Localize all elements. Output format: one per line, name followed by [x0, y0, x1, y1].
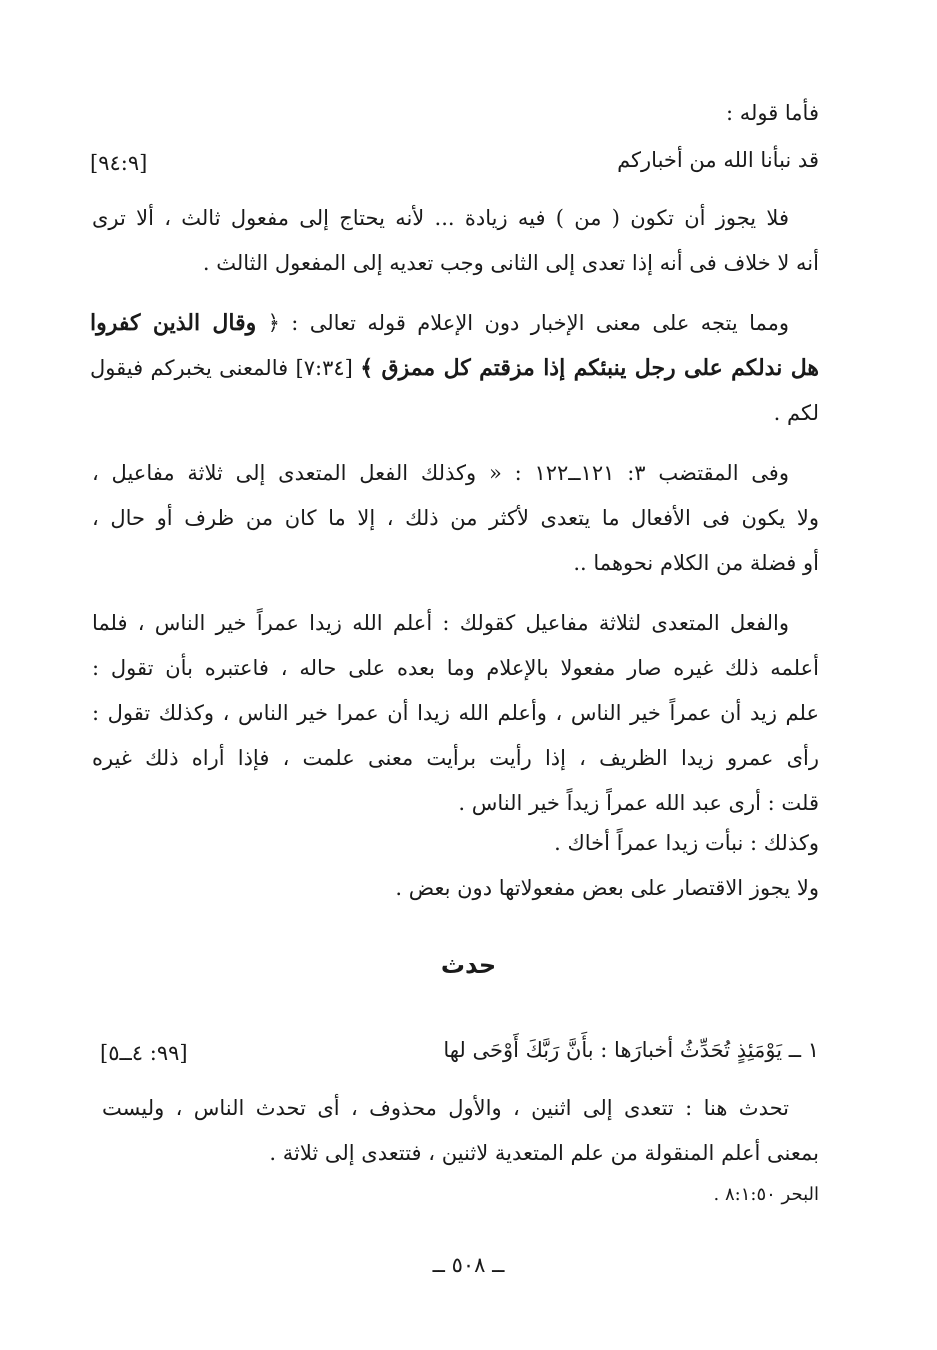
quran-verse: ١ ــ يَوْمَئِذٍ تُحَدِّثُ أخبارَها : بأَنَّ رَبَّكَ أَوْحَى لها: [443, 1038, 819, 1062]
source-citation: البحر ٨:١:٥٠ .: [713, 1184, 819, 1205]
plain-text: [٧:٣٤] فالمعنى يخبركم فيقول: [90, 356, 353, 380]
paragraph-line: [90, 353, 819, 383]
paragraph-line: أعلمه ذلك غيره صار مفعولا بالإعلام وما بعده على حاله ، فاعتبره بأن تقول :: [92, 656, 819, 680]
bold-quran-text: هل ندلكم على رجل ينبئكم إذا مزقتم كل ممزق ﴾: [360, 355, 819, 381]
verse-reference: [٩٩: ٤ــ٥]: [100, 1041, 188, 1065]
paragraph-line: رأى عمرو زيدا الظريف ، إذا رأيت برأيت معنى علمت ، فإذا أراه ذلك غيره: [92, 746, 819, 770]
paragraph-line: قلت : أرى عبد الله عمراً زيداً خير الناس .: [458, 791, 819, 815]
quran-verse: قد نبأنا الله من أخبارکم: [617, 148, 819, 172]
paragraph-line: بمعنى أعلم المنقولة من علم المتعدية لاثنين ، فتتعدى إلى ثلاثة .: [269, 1141, 819, 1165]
paragraph-line: تحدث هنا : تتعدى إلى اثنين ، والأول محذوف ، أى تحدث الناس ، وليست: [102, 1096, 789, 1120]
paragraph-line: وفى المقتضب ٣: ١٢١ــ١٢٢ : « وكذلك الفعل المتعدى إلى ثلاثة مفاعيل ،: [92, 461, 789, 485]
paragraph-line: وكذلك : نبأت زيدا عمراً أخاك .: [554, 831, 819, 855]
intro-line: فأما قوله :: [725, 101, 819, 125]
paragraph-line: ولا يكون فى الأفعال ما يتعدى لأكثر من ذلك ، إلا ما كان من ظرف أو حال ،: [92, 506, 819, 530]
paragraph-line: والفعل المتعدى لثلاثة مفاعيل كقولك : أعلم الله زيدا عمراً خير الناس ، فلما: [92, 611, 789, 635]
verse-reference: [٩٤:٩]: [90, 151, 148, 175]
paragraph-line: أو فضلة من الكلام نحوهما ..: [573, 551, 819, 575]
bold-quran-text: وقال الذين كفروا: [90, 310, 257, 336]
section-heading: حدث: [440, 951, 497, 979]
page-number: ــ ٥٠٨ ــ: [432, 1253, 505, 1277]
paragraph-line: لكم .: [773, 401, 819, 425]
paragraph-line: أنه لا خلاف فى أنه إذا تعدى إلى الثانى وجب تعديه إلى المفعول الثالث .: [202, 251, 819, 275]
paragraph-line: علم زيد أن عمراً خير الناس ، وأعلم الله زيدا أن عمرا خير الناس ، وكذلك تقول :: [92, 701, 819, 725]
paragraph-line: [90, 308, 789, 338]
paragraph-line: فلا يجوز أن تكون ( من ) فيه زيادة ... لأنه يحتاج إلى مفعول ثالث ، ألا ترى: [92, 206, 789, 230]
plain-text: ومما يتجه على معنى الإخبار دون الإعلام قوله تعالى : ﴿: [267, 311, 790, 335]
paragraph-line: ولا يجوز الاقتصار على بعض مفعولاتها دون بعض .: [395, 876, 819, 900]
